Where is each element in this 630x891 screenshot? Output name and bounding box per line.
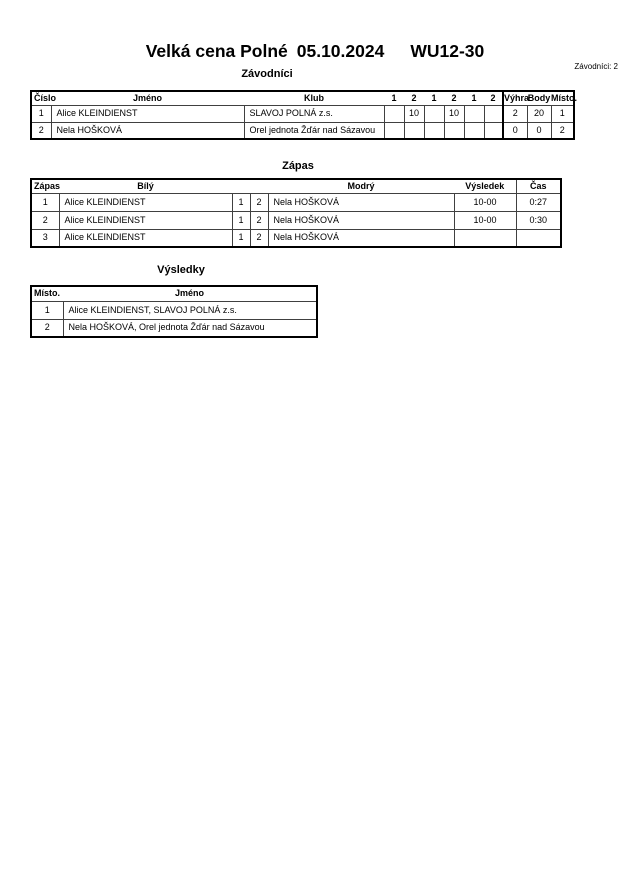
- title-date: 05.10.2024: [296, 41, 385, 61]
- competitors-table: [30, 90, 575, 140]
- header-result: Výsledek: [465, 180, 505, 191]
- time-cell: 0:30: [516, 211, 561, 229]
- competitor-number: 1: [31, 105, 51, 122]
- blue-corner-no: 2: [250, 229, 268, 247]
- header-place: Místo.: [551, 92, 577, 103]
- header-name: Jméno: [174, 288, 204, 299]
- blue-name: Nela HOŠKOVÁ: [268, 193, 454, 211]
- result-place: 1: [31, 301, 63, 319]
- score-cell: [484, 105, 503, 122]
- score-cell: [404, 122, 424, 139]
- score-cell: [464, 105, 484, 122]
- blue-name: Nela HOŠKOVÁ: [268, 211, 454, 229]
- header-blue-no: [250, 179, 268, 193]
- score-cell: [464, 122, 484, 139]
- match-number: 2: [31, 211, 59, 229]
- score-cell: [424, 105, 444, 122]
- result-place: 2: [31, 319, 63, 337]
- white-name: Alice KLEINDIENST: [59, 211, 232, 229]
- results-header-row: [31, 286, 317, 301]
- white-corner-no: 1: [232, 211, 250, 229]
- header-blue: Modrý: [347, 180, 375, 191]
- header-white-no: [232, 179, 250, 193]
- title-category: WU12-30: [410, 41, 485, 61]
- match-number: 1: [31, 193, 59, 211]
- results-section-title: Výsledky: [157, 264, 205, 276]
- score-cell: [384, 122, 404, 139]
- competitors-count-note: Závodníci: 2: [574, 62, 618, 71]
- result-row: [31, 301, 317, 319]
- match-row: [31, 229, 561, 247]
- header-match-4: 2: [451, 92, 457, 103]
- header-match-3: 1: [431, 92, 437, 103]
- result-name: Nela HOŠKOVÁ, Orel jednota Žďár nad Sázavou: [63, 319, 317, 337]
- result-cell: 10-00: [454, 211, 516, 229]
- competitor-name: Alice KLEINDIENST: [51, 105, 244, 122]
- title-event: Velká cena Polné: [145, 41, 288, 61]
- competitor-number: 2: [31, 122, 51, 139]
- header-time: Čas: [516, 179, 561, 193]
- match-row: [31, 211, 561, 229]
- competitor-row: [31, 122, 574, 139]
- score-cell: [424, 122, 444, 139]
- points-cell: 0: [527, 122, 551, 139]
- competitor-row: [31, 105, 574, 122]
- points-cell: 20: [527, 105, 551, 122]
- blue-corner-no: 2: [250, 193, 268, 211]
- competitor-club: SLAVOJ POLNÁ z.s.: [244, 105, 384, 122]
- header-points: Body: [527, 92, 551, 103]
- header-place: Místo.: [34, 288, 60, 299]
- blue-corner-no: 2: [250, 211, 268, 229]
- matches-header-row: [31, 179, 561, 193]
- match-row: [31, 193, 561, 211]
- wins-cell: 0: [503, 122, 527, 139]
- header-match-5: 1: [471, 92, 477, 103]
- page-title: [0, 41, 630, 62]
- header-match-1: 1: [391, 92, 397, 103]
- place-cell: 2: [551, 122, 574, 139]
- white-corner-no: 1: [232, 193, 250, 211]
- place-cell: 1: [551, 105, 574, 122]
- white-name: Alice KLEINDIENST: [59, 193, 232, 211]
- header-white: Bílý: [137, 180, 154, 191]
- white-corner-no: 1: [232, 229, 250, 247]
- time-cell: 0:27: [516, 193, 561, 211]
- score-cell: 10: [404, 105, 424, 122]
- header-number: Číslo: [34, 92, 57, 103]
- match-number: 3: [31, 229, 59, 247]
- result-name: Alice KLEINDIENST, SLAVOJ POLNÁ z.s.: [63, 301, 317, 319]
- score-cell: [384, 105, 404, 122]
- matches-table: [30, 178, 562, 248]
- time-cell: [516, 229, 561, 247]
- competitor-name: Nela HOŠKOVÁ: [51, 122, 244, 139]
- result-row: [31, 319, 317, 337]
- header-club: Klub: [304, 92, 324, 103]
- competitors-section-title: Závodníci: [241, 68, 293, 80]
- result-cell: [454, 229, 516, 247]
- blue-name: Nela HOŠKOVÁ: [268, 229, 454, 247]
- matches-section-title: Zápas: [282, 160, 314, 172]
- header-wins: Výhra: [503, 91, 527, 105]
- wins-cell: 2: [503, 105, 527, 122]
- score-cell: [484, 122, 503, 139]
- score-cell: 10: [444, 105, 464, 122]
- competitor-club: Orel jednota Žďár nad Sázavou: [244, 122, 384, 139]
- result-cell: 10-00: [454, 193, 516, 211]
- header-match: Zápas: [34, 180, 61, 191]
- score-cell: [444, 122, 464, 139]
- white-name: Alice KLEINDIENST: [59, 229, 232, 247]
- results-table: [30, 285, 318, 338]
- header-match-2: 2: [411, 92, 417, 103]
- competitors-header-row: [31, 91, 574, 105]
- header-name: Jméno: [132, 92, 162, 103]
- header-match-6: 2: [490, 92, 496, 103]
